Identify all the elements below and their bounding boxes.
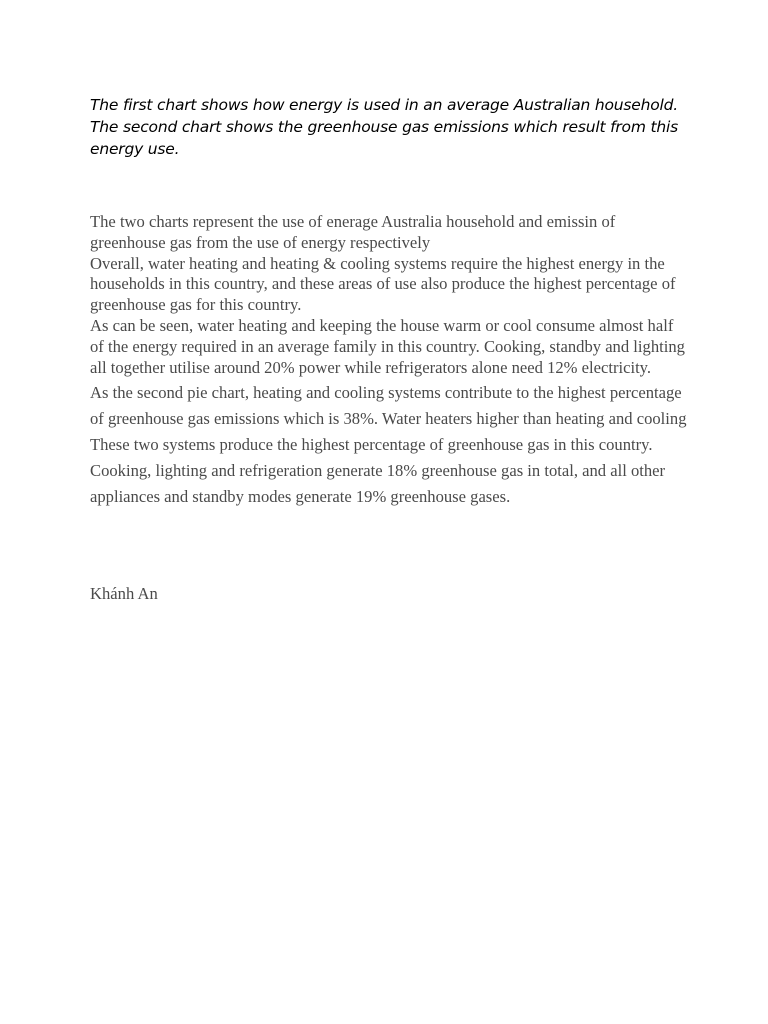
essay-paragraph-second-chart: As the second pie chart, heating and cooling systems contribute to the highest percentage of greenhouse gas emissions which is 38%. Water heaters higher than heating and cooling These two systems produce the highest percentage of greenhouse gas in this country. Cooking, lighting and refrigeration generate 18% greenhouse gas in total, and all other appliances and standby modes generate 19% greenhouse gases. [90,383,687,507]
essay-paragraph-first-chart: As can be seen, water heating and keeping the house warm or cool consume almost half of the energy required in an average family in this country. Cooking, standby and lighting all together utilise around 20% power while refrigerators alone need 12% electricity. [90,315,685,377]
author-signature: Khánh An [90,584,158,603]
essay-body [90,212,690,510]
essay-paragraph-overview: Overall, water heating and heating & cooling systems require the highest energy in the households in this country, and these areas of use also produce the highest percentage of greenhouse gas for this country. [90,253,676,315]
essay-paragraph-intro: The two charts represent the use of enerage Australia household and emissin of greenhouse gas from the use of energy respectively [90,212,616,252]
task-prompt: The first chart shows how energy is used in an average Australian household. The second chart shows the greenhouse gas emissions which result from this energy use. [90,96,678,158]
